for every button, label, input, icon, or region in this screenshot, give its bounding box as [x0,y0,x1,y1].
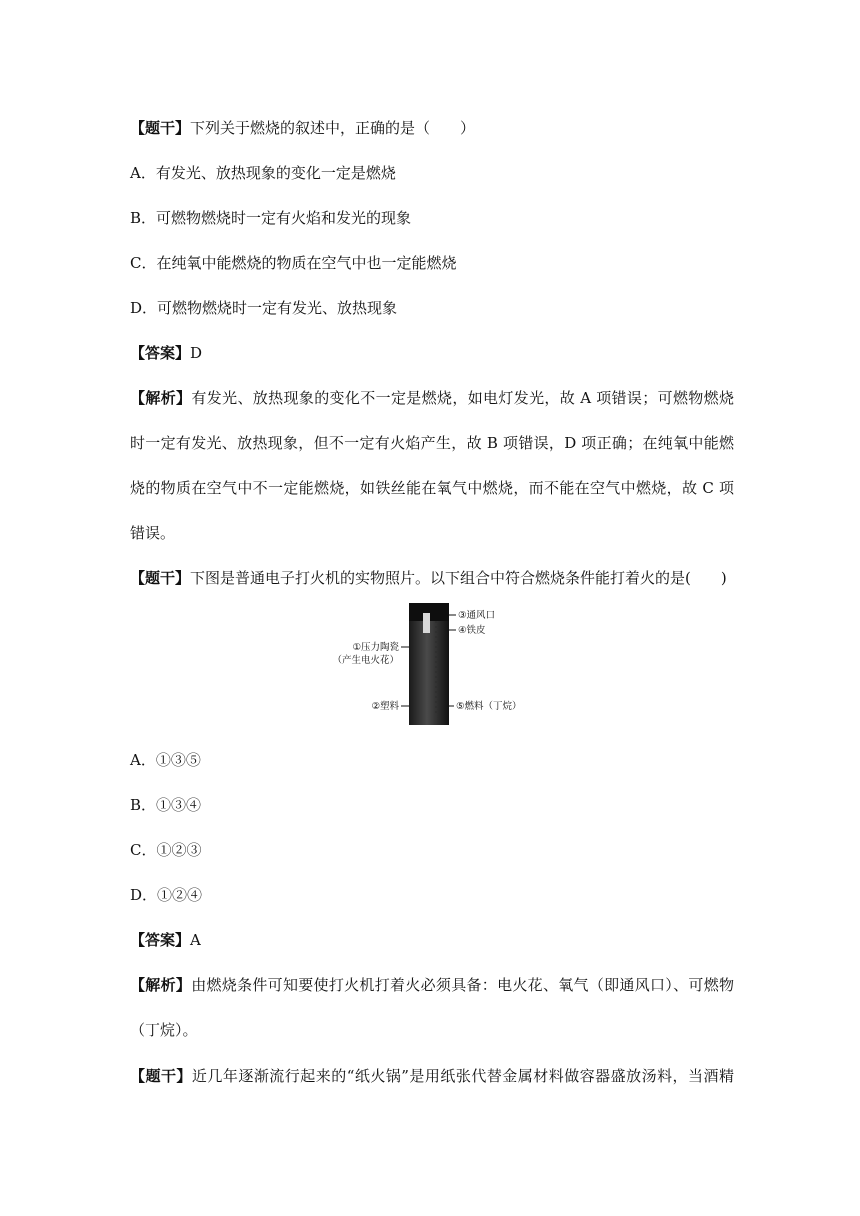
q1-option-c: C．在纯氧中能燃烧的物质在空气中也一定能燃烧 [130,254,457,272]
q1-stem-text: 下列关于燃烧的叙述中，正确的是（ ） [190,119,476,137]
q3-stem-label: 【题干】 [130,1067,192,1085]
q1-stem [130,118,475,138]
q2-option-d: D．①②④ [130,886,203,904]
q1-analysis [130,388,734,568]
label-ceramic-1: ①压力陶瓷 [352,642,399,653]
q2-stem-text: 下图是普通电子打火机的实物照片。以下组合中符合燃烧条件能打着火的是( ) [190,569,727,587]
q2-answer [130,930,201,950]
q2-analysis [130,975,734,1065]
q2-analysis-line-2: （丁烷）。 [130,1021,198,1039]
q1-analysis-label: 【解析】 [130,389,192,407]
label-ceramic-2: （产生电火花） [332,655,399,666]
q1-analysis-line-1 [130,388,734,433]
q2-answer-label: 【答案】 [130,931,191,949]
label-iron: ④铁皮 [458,625,486,636]
vent-opening [423,613,430,633]
q3-stem-text: 近几年逐渐流行起来的“纸火锅”是用纸张代替金属材料做容器盛放汤料，当酒精 [191,1067,734,1085]
q1-analysis-text-1: 有发光、放热现象的变化不一定是燃烧，如电灯发光，故 A 项错误；可燃物燃烧 [191,389,734,407]
q2-analysis-text-1: 由燃烧条件可知要使打火机打着火必须具备：电火花、氧气（即通风口）、可燃物 [191,976,734,994]
q2-analysis-line-1 [130,975,734,1020]
q1-analysis-line-3: 烧的物质在空气中不一定能燃烧，如铁丝能在氧气中燃烧，而不能在空气中燃烧，故 C 项 [130,479,734,497]
q2-stem [130,568,727,588]
lighter-photo [330,603,540,725]
lighter-figure [330,603,540,725]
q2-option-a: A．①③⑤ [130,751,201,769]
label-vent: ③通风口 [458,610,496,621]
q1-answer [130,343,202,363]
q1-option-d: D．可燃物燃烧时一定有发光、放热现象 [130,299,398,317]
q3-stem-line [130,1066,734,1111]
q1-analysis-line-4: 错误。 [130,524,176,542]
q1-analysis-line-2: 时一定有发光、放热现象，但不一定有火焰产生，故 B 项错误，D 项正确；在纯氧中能燃 [130,434,734,452]
q1-option-a: A．有发光、放热现象的变化一定是燃烧 [130,164,396,182]
q2-option-c: C．①②③ [130,841,202,859]
q1-answer-value: D [190,344,203,362]
q2-analysis-label: 【解析】 [130,976,192,994]
q2-option-b: B．①③④ [130,796,202,814]
q1-stem-label: 【题干】 [130,119,191,137]
label-fuel: ⑤燃料（丁烷） [456,701,522,712]
q1-answer-label: 【答案】 [130,344,191,362]
q1-option-b: B．可燃物燃烧时一定有火焰和发光的现象 [130,209,412,227]
q3-stem [130,1066,734,1111]
q2-answer-value: A [190,931,201,949]
q2-stem-label: 【题干】 [130,569,191,587]
label-plastic: ②塑料 [371,701,399,712]
